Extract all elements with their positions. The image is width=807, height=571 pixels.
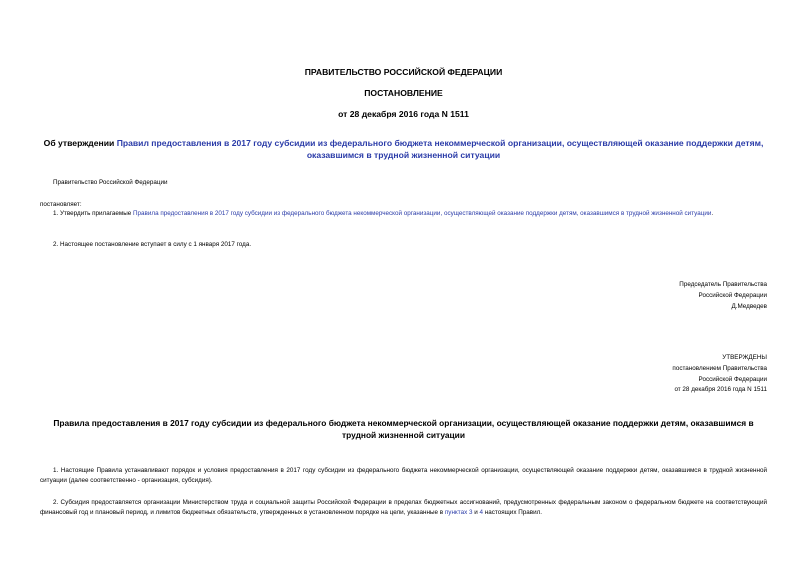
rules-paragraph-2-end: настоящих Правил.: [483, 509, 543, 516]
preamble-resolves: постановляет:: [40, 201, 82, 208]
decree-item-1-suffix: .: [711, 210, 714, 217]
signature-position: Председатель Правительства: [679, 281, 767, 288]
decree-item-2: 2. Настоящее постановление вступает в силу с 1 января 2017 года.: [53, 241, 252, 248]
decree-item-1-rules-link[interactable]: Правила предоставления в 2017 году субсидии из федерального бюджета некоммерческой организации, осуществляющей оказание поддержки детям, оказавшимся в трудной жизненной ситуации: [133, 210, 712, 217]
rules-paragraph-1: 1. Настоящие Правила устанавливают порядок и условия предоставления в 2017 году субсидии из федерального бюджета некоммерческой организации, осуществляющей оказание поддержки детям, оказавшимся в трудной жизненной ситуации (далее соответственно - организация, субсидия).: [40, 467, 767, 484]
approval-by-decree: постановлением Правительства: [672, 364, 767, 372]
rules-title: Правила предоставления в 2017 году субсидии из федерального бюджета некоммерческой организации, осуществляющей оказание поддержки детям, оказавшимся в трудной жизненной ситуации: [53, 418, 754, 440]
signature-name: Д.Медведев: [731, 302, 767, 310]
decree-item-1: [40, 209, 767, 219]
document-title: [40, 137, 767, 161]
approval-approved: УТВЕРЖДЕНЫ: [722, 354, 767, 361]
title-prefix: Об утверждении: [43, 138, 117, 148]
rules-paragraph-2: [40, 498, 767, 518]
rules-paragraph-2-and: и: [472, 509, 480, 516]
decree-heading: ПОСТАНОВЛЕНИЕ: [364, 88, 443, 98]
signature-country: Российской Федерации: [698, 291, 767, 299]
decree-date-number: от 28 декабря 2016 года N 1511: [338, 109, 469, 119]
signature-block: [567, 280, 767, 312]
title-rules-link[interactable]: Правил предоставления в 2017 году субсидии из федерального бюджета некоммерческой организации, осуществляющей оказание поддержки детям, оказавшимся в трудной жизненной ситуации: [116, 138, 764, 160]
rules-paragraph-2-link-point-4[interactable]: 4: [479, 509, 484, 516]
approval-date-number: от 28 декабря 2016 года N 1511: [674, 386, 767, 394]
rules-paragraph-2-text: 2. Субсидия предоставляется организации Министерством труда и социальной защиты Российской Федерации в пределах бюджетных ассигнований, предусмотренных федеральным законом о федеральном бюджете на соответствующий финансовый год и плановый период, и лимитов бюджетных обязательств, утвержденных в установленном порядке на цели, указанные в: [40, 499, 767, 516]
preamble-government: Правительство Российской Федерации: [53, 179, 168, 186]
government-heading: ПРАВИТЕЛЬСТВО РОССИЙСКОЙ ФЕДЕРАЦИИ: [304, 67, 503, 77]
rules-paragraph-2-link-points-3[interactable]: пунктах 3: [444, 509, 473, 516]
approval-stamp: [567, 353, 767, 396]
approval-country: Российской Федерации: [698, 375, 767, 383]
decree-item-1-prefix: 1. Утвердить прилагаемые: [53, 210, 133, 217]
